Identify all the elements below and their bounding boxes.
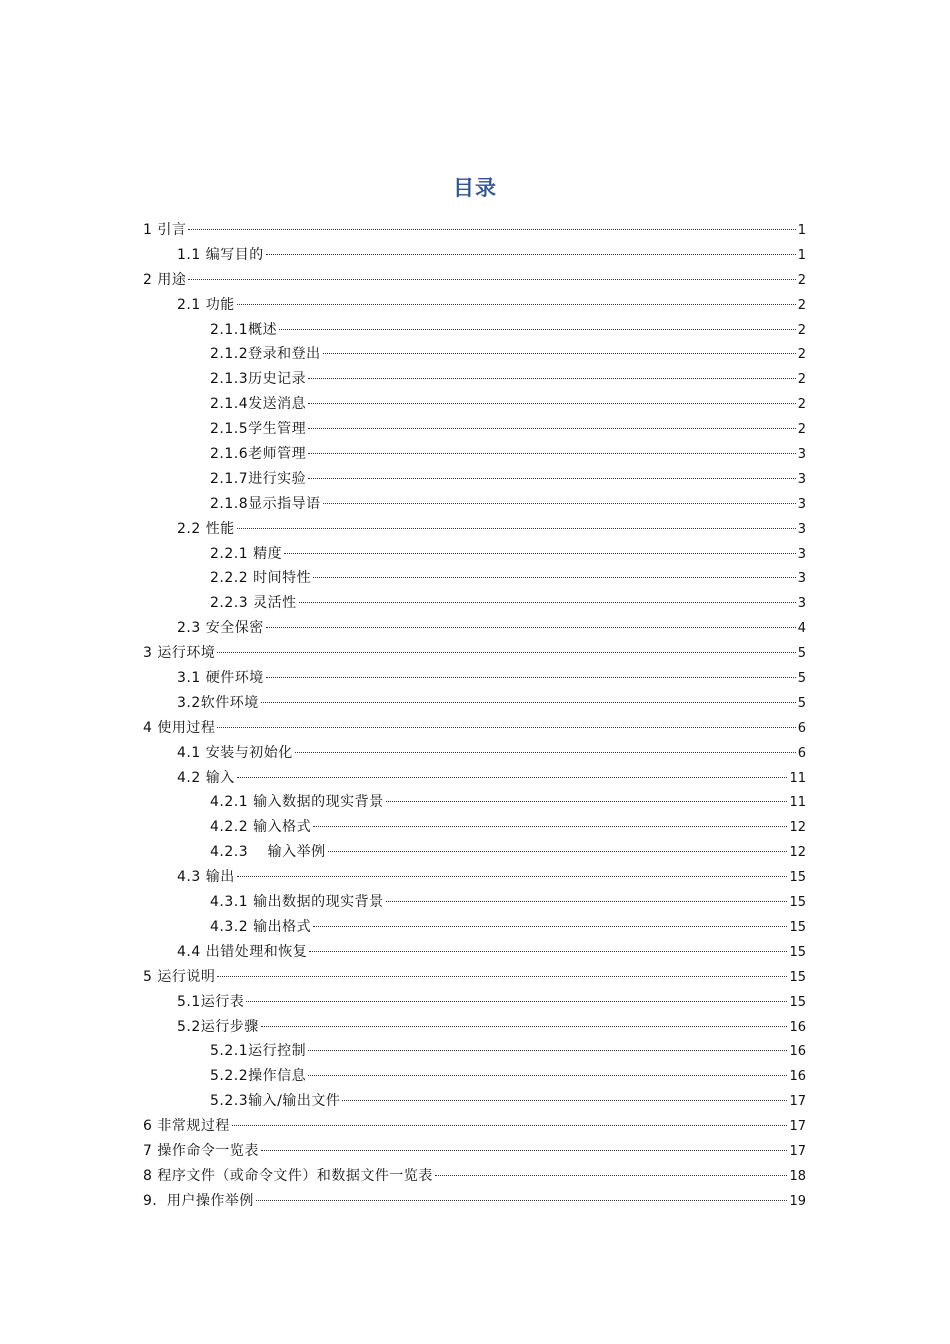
toc-entry-page-number: 15 [789, 870, 806, 886]
toc-entry[interactable] [143, 566, 806, 591]
toc-dot-leader [308, 378, 796, 379]
toc-entry-text: 4.2.1 输入数据的现实背景 [210, 794, 384, 811]
toc-dot-leader [246, 1001, 787, 1002]
toc-entry[interactable] [143, 716, 806, 741]
toc-entry-text: 2.2 性能 [177, 520, 235, 537]
toc-dot-leader [256, 1200, 788, 1201]
toc-entry-page-number: 15 [789, 919, 806, 935]
toc-entry-page-number: 16 [789, 1044, 806, 1060]
toc-dot-leader [261, 1026, 788, 1027]
toc-entry-page-number: 3 [797, 496, 806, 512]
toc-entry-text: 7 操作命令一览表 [143, 1142, 259, 1159]
toc-dot-leader [309, 951, 787, 952]
toc-entry[interactable] [143, 790, 806, 815]
toc-entry[interactable] [143, 766, 806, 791]
toc-entry-page-number: 3 [797, 447, 806, 463]
toc-dot-leader [237, 304, 796, 305]
toc-entry-page-number: 5 [797, 646, 806, 662]
toc-dot-leader [308, 403, 796, 404]
toc-entry-page-number: 5 [797, 695, 806, 711]
toc-entry[interactable] [143, 442, 806, 467]
toc-entry[interactable] [143, 666, 806, 691]
toc-dot-leader [299, 602, 796, 603]
toc-entry[interactable] [143, 492, 806, 517]
toc-dot-leader [308, 453, 796, 454]
toc-entry-text: 6 非常规过程 [143, 1118, 230, 1135]
toc-entry-page-number: 6 [797, 745, 806, 761]
toc-entry-page-number: 2 [797, 297, 806, 313]
toc-entry[interactable] [143, 840, 806, 865]
toc-entry-page-number: 11 [789, 770, 806, 786]
toc-entry[interactable] [143, 915, 806, 940]
toc-dot-leader [266, 677, 796, 678]
toc-entry-text: 2.1.8显示指导语 [210, 495, 321, 512]
toc-dot-leader [313, 826, 787, 827]
toc-entry-text: 2.1 功能 [177, 296, 235, 313]
toc-entry-text: 8 程序文件（或命令文件）和数据文件一览表 [143, 1167, 433, 1184]
toc-entry[interactable] [143, 517, 806, 542]
toc-entry-page-number: 2 [797, 347, 806, 363]
toc-entry[interactable] [143, 890, 806, 915]
toc-entry[interactable] [143, 417, 806, 442]
toc-entry[interactable] [143, 542, 806, 567]
toc-dot-leader [342, 1100, 787, 1101]
toc-entry-text: 9．用户操作举例 [143, 1192, 254, 1209]
toc-dot-leader [323, 503, 796, 504]
toc-entry[interactable] [143, 1064, 806, 1089]
toc-entry[interactable] [143, 392, 806, 417]
toc-entry-page-number: 15 [789, 944, 806, 960]
toc-entry-page-number: 15 [789, 969, 806, 985]
toc-entry-text: 2.2.3 灵活性 [210, 595, 297, 612]
toc-entry-page-number: 2 [797, 397, 806, 413]
toc-entry[interactable] [143, 1139, 806, 1164]
toc-entry-page-number: 19 [789, 1193, 806, 1209]
toc-entry-page-number: 3 [797, 521, 806, 537]
toc-entry[interactable] [143, 467, 806, 492]
toc-entry-text: 4.3 输出 [177, 869, 235, 886]
toc-entry-text: 4.3.1 输出数据的现实背景 [210, 894, 384, 911]
toc-entry[interactable] [143, 965, 806, 990]
toc-entry[interactable] [143, 616, 806, 641]
toc-entry[interactable] [143, 591, 806, 616]
toc-dot-leader [261, 1150, 788, 1151]
toc-entry[interactable] [143, 741, 806, 766]
toc-entry[interactable] [143, 243, 806, 268]
toc-entry[interactable] [143, 940, 806, 965]
toc-entry-text: 5 运行说明 [143, 968, 216, 985]
toc-entry-page-number: 15 [789, 895, 806, 911]
toc-entry-text: 2.1.5学生管理 [210, 421, 307, 438]
toc-entry[interactable] [143, 218, 806, 243]
toc-entry[interactable] [143, 641, 806, 666]
toc-entry[interactable] [143, 691, 806, 716]
toc-entry-page-number: 2 [797, 372, 806, 388]
toc-dot-leader [188, 229, 795, 230]
toc-dot-leader [435, 1175, 788, 1176]
toc-dot-leader [266, 254, 796, 255]
toc-entry-text: 2.3 安全保密 [177, 620, 264, 637]
toc-entry-page-number: 1 [797, 247, 806, 263]
toc-entry[interactable] [143, 1039, 806, 1064]
toc-entry-text: 3 运行环境 [143, 645, 216, 662]
toc-entry-text: 2.1.7进行实验 [210, 470, 307, 487]
toc-entry-page-number: 2 [797, 272, 806, 288]
toc-entry-page-number: 3 [797, 596, 806, 612]
toc-dot-leader [237, 777, 788, 778]
toc-dot-leader [217, 976, 787, 977]
toc-dot-leader [217, 727, 795, 728]
toc-entry-page-number: 12 [789, 820, 806, 836]
toc-entry-page-number: 16 [789, 1069, 806, 1085]
toc-entry-text: 2.1.3历史记录 [210, 371, 307, 388]
toc-entry[interactable] [143, 1015, 806, 1040]
toc-dot-leader [308, 428, 796, 429]
toc-entry-page-number: 17 [789, 1143, 806, 1159]
toc-entry-text: 1.1 编写目的 [177, 246, 264, 263]
toc-dot-leader [328, 851, 788, 852]
toc-dot-leader [232, 1125, 788, 1126]
toc-entry[interactable] [143, 865, 806, 890]
toc-dot-leader [188, 279, 795, 280]
toc-entry[interactable] [143, 367, 806, 392]
toc-entry-page-number: 3 [797, 571, 806, 587]
toc-entry-text: 2.1.4发送消息 [210, 396, 307, 413]
toc-entry-page-number: 6 [797, 720, 806, 736]
toc-entry[interactable] [143, 1089, 806, 1114]
toc-entry-page-number: 3 [797, 546, 806, 562]
toc-dot-leader [313, 926, 787, 927]
toc-entry[interactable] [143, 1189, 806, 1214]
toc-entry-text: 4.2 输入 [177, 769, 235, 786]
toc-entry-page-number: 1 [797, 223, 806, 238]
toc-entry-text: 5.2运行步骤 [177, 1018, 259, 1035]
toc-entry-page-number: 3 [797, 471, 806, 487]
toc-entry[interactable] [143, 342, 806, 367]
toc-entry-text: 4.2.2 输入格式 [210, 819, 312, 836]
toc-entry-text: 2.1.2登录和登出 [210, 346, 321, 363]
toc-dot-leader [295, 752, 796, 753]
toc-entry[interactable] [143, 1114, 806, 1139]
toc-entry-text: 5.2.1运行控制 [210, 1043, 307, 1060]
toc-dot-leader [386, 801, 788, 802]
toc-entry-page-number: 4 [797, 621, 806, 637]
toc-title: 目录 [453, 176, 497, 200]
toc-entry-text: 4.2.3 输入举例 [210, 844, 326, 861]
toc-entry-page-number: 11 [789, 795, 806, 811]
toc-entry-text: 2.2.1 精度 [210, 545, 283, 562]
toc-entry[interactable] [143, 318, 806, 343]
toc-entry[interactable] [143, 815, 806, 840]
toc-entry-text: 3.1 硬件环境 [177, 670, 264, 687]
toc-dot-leader [217, 652, 795, 653]
toc-entry-text: 4.1 安装与初始化 [177, 744, 293, 761]
toc-entry-text: 2.2.2 时间特性 [210, 570, 312, 587]
toc-entry-page-number: 18 [789, 1168, 806, 1184]
toc-entry[interactable] [143, 1164, 806, 1189]
toc-entry[interactable] [143, 990, 806, 1015]
toc-entry-text: 5.2.2操作信息 [210, 1068, 307, 1085]
toc-entry-text: 5.1运行表 [177, 993, 245, 1010]
toc-entry-page-number: 17 [789, 1119, 806, 1135]
toc-entry-page-number: 5 [797, 671, 806, 687]
toc-dot-leader [279, 329, 796, 330]
toc-entry-page-number: 17 [789, 1094, 806, 1110]
toc-entry-text: 2.1.1概述 [210, 321, 278, 338]
toc-entry-text: 4.3.2 输出格式 [210, 918, 312, 935]
toc-entry-page-number: 2 [797, 322, 806, 338]
toc-list [143, 218, 806, 1214]
toc-dot-leader [308, 478, 796, 479]
toc-dot-leader [284, 553, 796, 554]
toc-entry-text: 4 使用过程 [143, 719, 216, 736]
toc-dot-leader [237, 876, 788, 877]
toc-entry[interactable] [143, 268, 806, 293]
toc-dot-leader [266, 627, 796, 628]
toc-dot-leader [386, 901, 788, 902]
toc-dot-leader [237, 528, 796, 529]
toc-dot-leader [313, 577, 796, 578]
toc-entry-text: 3.2软件环境 [177, 694, 259, 711]
toc-entry-page-number: 15 [789, 994, 806, 1010]
toc-entry-text: 2.1.6老师管理 [210, 446, 307, 463]
toc-entry-text: 4.4 出错处理和恢复 [177, 943, 308, 960]
toc-entry-text: 5.2.3输入/输出文件 [210, 1093, 341, 1110]
toc-dot-leader [308, 1050, 787, 1051]
toc-dot-leader [308, 1075, 787, 1076]
toc-entry-page-number: 12 [789, 845, 806, 861]
toc-entry[interactable] [143, 293, 806, 318]
toc-dot-leader [323, 353, 796, 354]
toc-dot-leader [261, 702, 796, 703]
toc-entry-text: 2 用途 [143, 271, 187, 288]
toc-entry-text: 1 引言 [143, 222, 187, 238]
toc-entry-page-number: 16 [789, 1019, 806, 1035]
toc-entry-page-number: 2 [797, 422, 806, 438]
